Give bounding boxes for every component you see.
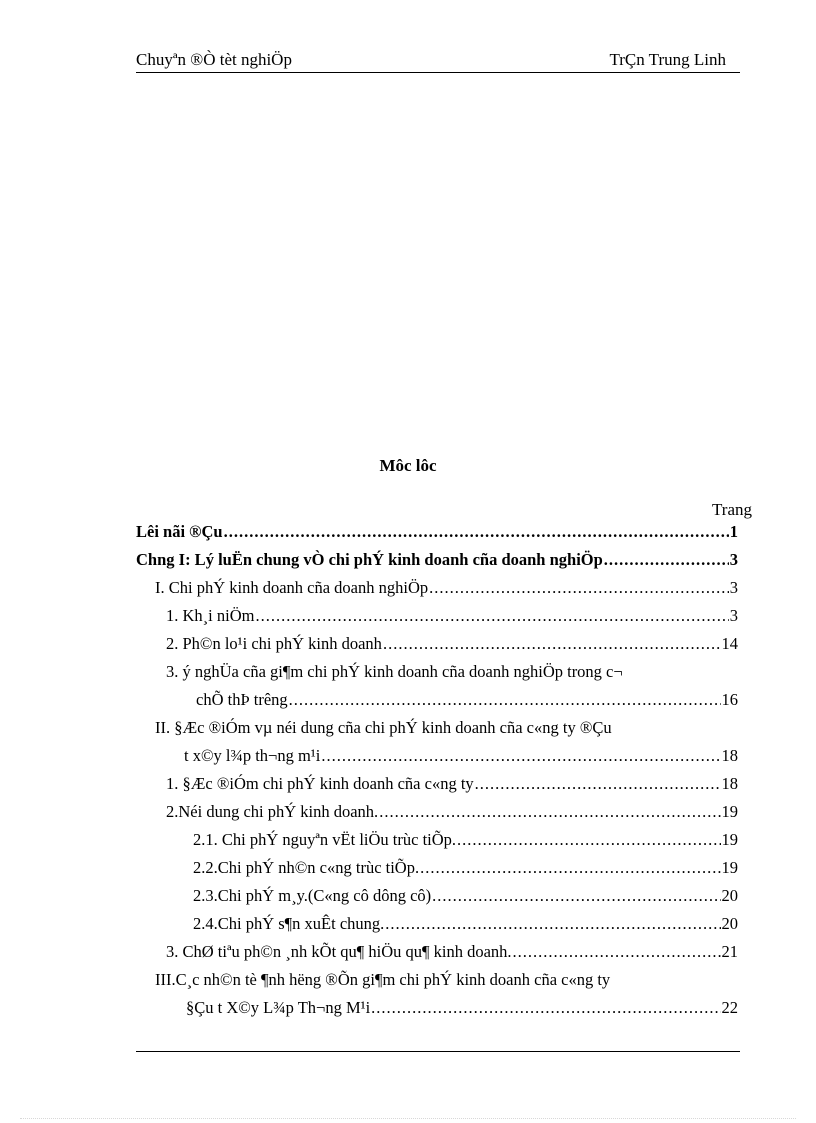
toc-entry-text: 2.1. Chi phÝ nguyªn vËt liÖu trùc tiÕp.: [193, 830, 457, 849]
toc-entry[interactable]: [136, 550, 738, 572]
toc-entry-page: 22: [721, 998, 738, 1017]
toc-leader: [371, 998, 720, 1018]
toc-entry-page: 3: [729, 578, 738, 597]
toc-entry-text: 2.3.Chi phÝ m¸y.(C«ng cô dông cô): [193, 886, 432, 905]
toc-leader: [513, 942, 721, 962]
toc-entry-page: 20: [721, 886, 738, 905]
toc-leader: [383, 634, 721, 654]
toc-entry[interactable]: [166, 802, 738, 824]
toc-leader: [420, 858, 720, 878]
toc-leader: [432, 886, 720, 906]
toc-entry-text: 1. Kh¸i niÖm: [166, 606, 255, 625]
toc-entry-text: 2.4.Chi phÝ s¶n xuÊt chung.: [193, 914, 385, 933]
toc-entry-text: Lêi nãi ®Çu: [136, 522, 223, 541]
header-document-type: Chuyªn ®Ò tèt nghiÖp: [136, 50, 292, 69]
toc-entry-text: chÕ thÞ trêng: [196, 690, 288, 709]
toc-entry-text: I. Chi phÝ kinh doanh cña doanh nghiÖp: [155, 578, 429, 597]
toc-entry[interactable]: [166, 942, 738, 964]
toc-entry-text: 3. ChØ tiªu ph©n ¸nh kÕt qu¶ hiÖu qu¶ kinh doanh.: [166, 942, 512, 961]
toc-entry-line[interactable]: 3. ý nghÜa cña gi¶m chi phÝ kinh doanh cña doanh nghiÖp trong c¬: [166, 662, 623, 681]
toc-entry[interactable]: [193, 830, 738, 852]
toc-leader: [224, 522, 729, 542]
toc-entry-page: 20: [721, 914, 738, 933]
toc-entry-text: §Çu t X©y L¾p Th¬ng M¹i: [186, 998, 371, 1017]
toc-entry-page: 16: [721, 690, 738, 709]
toc-entry[interactable]: [136, 522, 738, 544]
toc-entry-page: 3: [729, 606, 738, 625]
toc-leader: [457, 830, 720, 850]
toc-entry-text: Chng I: Lý luËn chung vÒ chi phÝ kinh doanh cña doanh nghiÖp: [136, 550, 603, 569]
toc-leader: [379, 802, 720, 822]
toc-entry[interactable]: [166, 634, 738, 656]
toc-entry-page: 19: [721, 830, 738, 849]
toc-entry[interactable]: [184, 746, 738, 768]
toc-title: Môc lôc: [379, 456, 437, 475]
toc-entry-page: 18: [721, 774, 738, 793]
toc-entry[interactable]: [155, 578, 738, 600]
toc-leader: [289, 690, 721, 710]
toc-entry-page: 14: [721, 634, 738, 653]
toc-entry-line[interactable]: III.C¸c nh©n tè ¶nh hëng ®Õn gi¶m chi phÝ kinh doanh cña c«ng ty: [155, 970, 611, 989]
toc-entry[interactable]: [186, 998, 738, 1020]
toc-entry-line[interactable]: II. §Æc ®iÓm vµ néi dung cña chi phÝ kinh doanh cña c«ng ty ®Çu: [155, 718, 612, 737]
toc-leader: [385, 914, 720, 934]
toc-entry-text: 1. §Æc ®iÓm chi phÝ kinh doanh cña c«ng ty: [166, 774, 474, 793]
toc-entry-page: 3: [729, 550, 738, 569]
toc-entry[interactable]: [166, 774, 738, 796]
footer-rule: [136, 1051, 740, 1052]
toc-entry-text: 2.2.Chi phÝ nh©n c«ng trùc tiÕp.: [193, 858, 420, 877]
toc-entry-text: 2.Néi dung chi phÝ kinh doanh.: [166, 802, 379, 821]
toc-entry-page: 18: [721, 746, 738, 765]
toc-leader: [475, 774, 721, 794]
toc-leader: [429, 578, 729, 598]
page-header: [136, 50, 740, 73]
toc-entry-text: t x©y l¾p th¬ng m¹i: [184, 746, 321, 765]
toc-entry-page: 19: [721, 802, 738, 821]
toc-entry-text: 2. Ph©n lo¹i chi phÝ kinh doanh: [166, 634, 382, 653]
toc-entry[interactable]: [193, 914, 738, 936]
toc-entry[interactable]: [196, 690, 738, 712]
toc-leader: [321, 746, 720, 766]
toc-entry[interactable]: [166, 606, 738, 628]
toc-entry[interactable]: [193, 858, 738, 880]
toc-entry-page: 21: [721, 942, 738, 961]
page-column-label: Trang: [712, 500, 752, 519]
toc-entry[interactable]: [193, 886, 738, 908]
toc-leader: [255, 606, 728, 626]
toc-entry-page: 19: [721, 858, 738, 877]
page-bottom-edge: [20, 1118, 796, 1119]
header-author: TrÇn Trung Linh: [609, 50, 726, 69]
toc-leader: [604, 550, 729, 570]
toc-entry-page: 1: [729, 522, 738, 541]
